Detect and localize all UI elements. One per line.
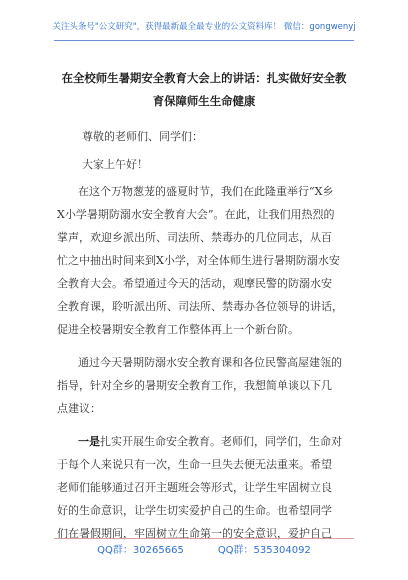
paragraph-3-line <box>78 433 342 449</box>
greeting: 大家上午好！ <box>82 158 148 171</box>
header-banner: 关注头条号"公文研究"，获得最新最全最专业的公文资料库！ 微信：gongwenyj <box>52 22 356 32</box>
footer-divider <box>54 538 354 539</box>
paragraph-3-first-text: 扎实开展生命安全教育。老师们，同学们，生命对 <box>100 435 342 448</box>
paragraph-1-line: 全教育大会。希望通过今天的活动，观摩民警的防溺水安 <box>57 277 332 290</box>
paragraph-1-line: 掌声，欢迎乡派出所、司法所、禁毒办的几位同志，从百 <box>57 231 332 244</box>
paragraph-3-line: 们在暑假期间，牢固树立生命第一的安全意识，爱护自己 <box>57 527 332 540</box>
paragraph-2-line: 点建议： <box>57 402 101 415</box>
footer <box>0 541 408 556</box>
paragraph-3-line: 老师们能够通过召开主题班会等形式，让学生牢固树立良 <box>57 481 332 494</box>
paragraph-2-line: 通过今天暑期防溺水安全教育课和各位民警高屋建瓴的 <box>78 356 342 369</box>
document-title-line-1: 在全校师生暑期安全教育大会上的讲话：扎实做好安全教 <box>61 71 347 85</box>
footer-qq-group-1: QQ群：30265665 <box>97 545 184 556</box>
paragraph-3-lead: 一是 <box>78 435 100 448</box>
paragraph-2-line: 指导，针对全乡的暑期安全教育工作，我想简单谈以下几 <box>57 379 332 392</box>
paragraph-1-line: X小学暑期防溺水安全教育大会”。在此，让我们用热烈的 <box>57 208 335 221</box>
paragraph-1-line: 全教育课，聆听派出所、司法所、禁毒办各位领导的讲话， <box>57 300 343 313</box>
paragraph-3-line: 好的生命意识，让学生切实爱护自己的生命。也希望同学 <box>57 504 332 517</box>
paragraph-3-line: 于每个人来说只有一次，生命一旦失去便无法重来。希望 <box>57 458 332 471</box>
footer-qq-group-2: QQ群：535304092 <box>217 545 311 556</box>
document-title-line-2: 育保障师生生命健康 <box>152 94 256 108</box>
paragraph-1-line: 忙之中抽出时间来到X小学，对全体师生进行暑期防溺水安 <box>57 254 340 267</box>
paragraph-1-line: 在这个万物葱茏的盛夏时节，我们在此隆重举行“X乡 <box>78 185 334 198</box>
salutation: 尊敬的老师们、同学们： <box>82 130 203 143</box>
header-divider <box>54 40 354 41</box>
paragraph-1-line: 促进全校暑期安全教育工作整体再上一个新台阶。 <box>57 323 299 336</box>
